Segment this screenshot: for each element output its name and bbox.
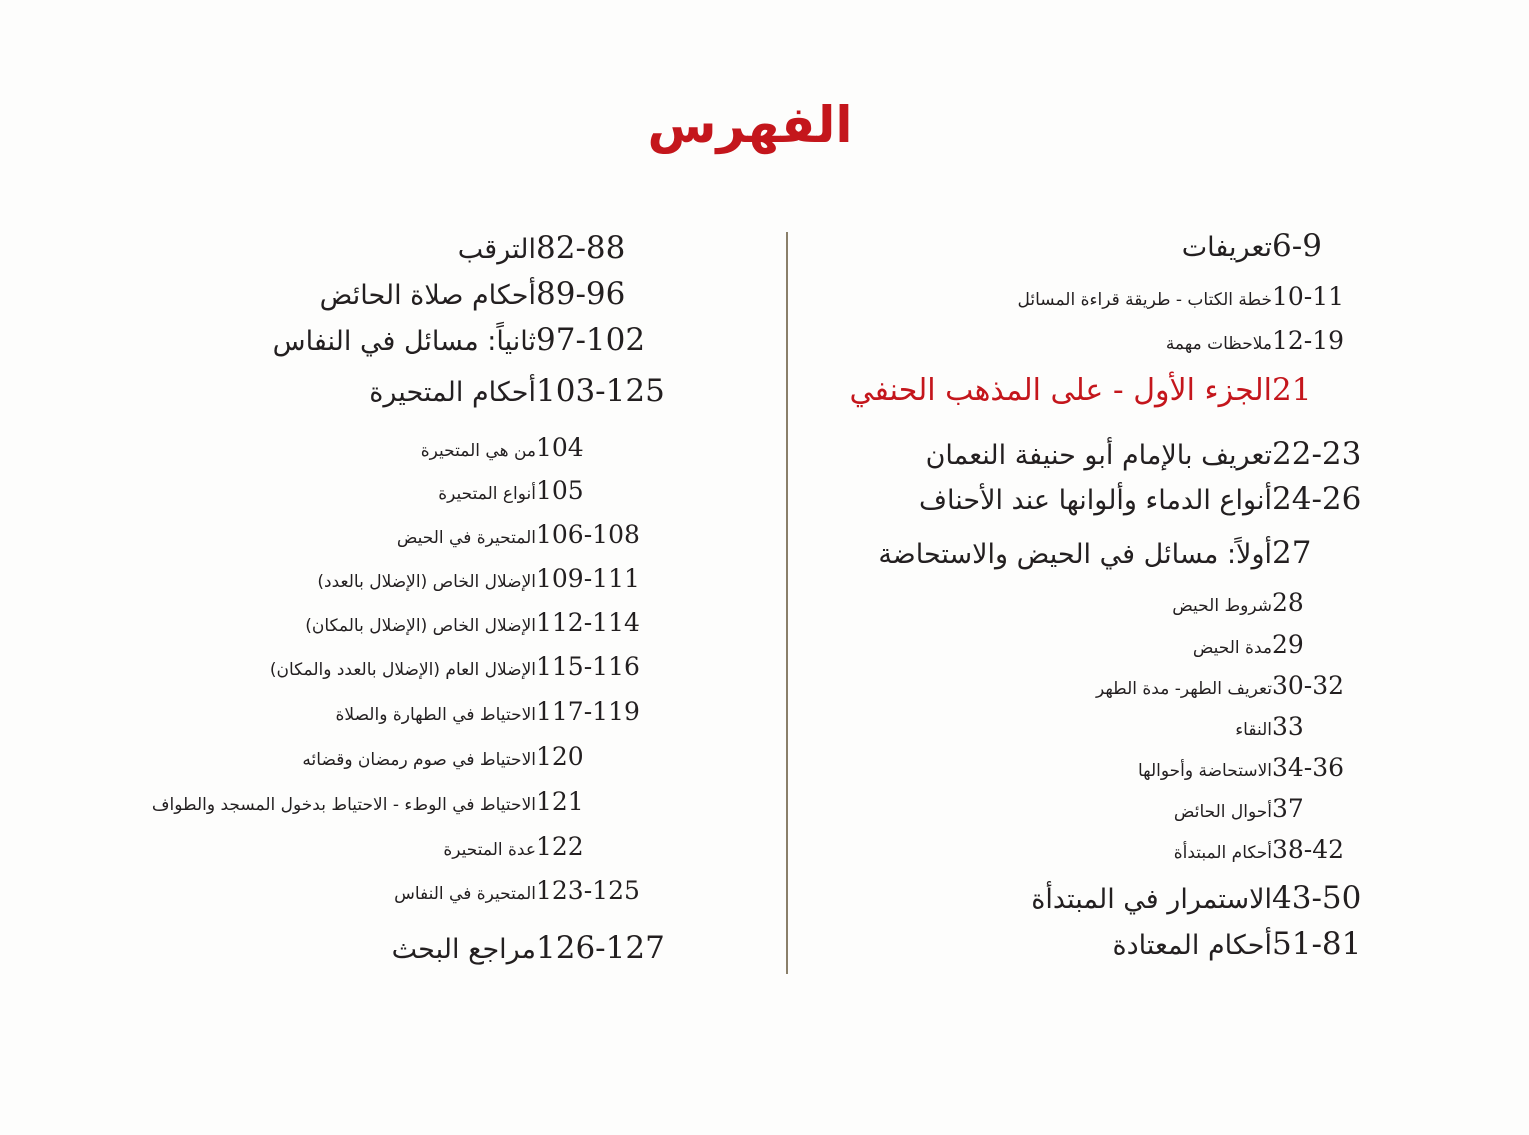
toc-entry <box>732 835 1382 864</box>
toc-entry <box>732 481 1382 517</box>
toc-entry-pages: 82-88 <box>536 230 626 266</box>
toc-entry-pages: 121 <box>536 787 584 816</box>
toc-entry-pages: 38-42 <box>1272 835 1345 864</box>
toc-entry <box>732 282 1382 311</box>
toc-entry <box>36 230 676 266</box>
toc-entry-title: أحكام المعتادة <box>1112 930 1272 961</box>
toc-entry-pages: 104 <box>536 433 584 462</box>
toc-entry <box>732 326 1382 355</box>
toc-entry-title: الجزء الأول - على المذهب الحنفي <box>849 373 1272 408</box>
toc-entry-title: شروط الحيض <box>1172 596 1272 616</box>
toc-entry <box>36 832 676 861</box>
toc-entry <box>36 652 676 681</box>
toc-entry-title: الاحتياط في الطهارة والصلاة <box>335 705 536 725</box>
toc-entry-pages: 24-26 <box>1272 481 1362 517</box>
toc-entry-pages: 122 <box>536 832 584 861</box>
toc-entry-pages: 51-81 <box>1272 926 1362 962</box>
toc-entry <box>732 228 1382 264</box>
toc-entry-pages: 27 <box>1272 535 1312 571</box>
toc-entry-pages: 106-108 <box>536 520 640 549</box>
toc-entry <box>36 742 676 771</box>
toc-entry-title: الإضلال الخاص (الإضلال بالعدد) <box>317 572 536 592</box>
toc-entry-pages: 33 <box>1272 712 1304 741</box>
toc-entry-title: من هي المتحيرة <box>420 441 536 461</box>
toc-entry-title: ملاحظات مهمة <box>1165 334 1272 354</box>
toc-entry-title: أولاً: مسائل في الحيض والاستحاضة <box>878 539 1272 570</box>
toc-entry-title: أحكام المبتدأة <box>1173 843 1272 863</box>
toc-entry-title: عدة المتحيرة <box>443 840 536 860</box>
toc-entry <box>36 608 676 637</box>
toc-entry-pages: 6-9 <box>1272 228 1322 264</box>
toc-entry <box>732 630 1382 659</box>
toc-entry-title: أحوال الحائض <box>1173 802 1272 822</box>
toc-entry-pages: 43-50 <box>1272 880 1362 916</box>
toc-entry <box>36 697 676 726</box>
toc-entry-title: أحكام المتحيرة <box>369 377 536 408</box>
toc-entry-title: النقاء <box>1235 720 1272 740</box>
page-title: الفهرس <box>647 96 853 154</box>
right-column <box>682 0 1382 1135</box>
toc-entry <box>732 535 1382 571</box>
toc-entry <box>36 787 676 816</box>
toc-entry-title: تعريف بالإمام أبو حنيفة النعمان <box>925 440 1272 471</box>
toc-entry-title: خطة الكتاب - طريقة قراءة المسائل <box>1017 290 1272 310</box>
toc-entry-title: الإضلال العام (الإضلال بالعدد والمكان) <box>269 660 536 680</box>
toc-entry-title: الاحتياط في صوم رمضان وقضائه <box>302 750 536 770</box>
toc-entry <box>732 794 1382 823</box>
toc-entry-pages: 10-11 <box>1272 282 1345 311</box>
toc-entry <box>732 880 1382 916</box>
toc-entry <box>732 926 1382 962</box>
toc-entry-pages: 12-19 <box>1272 326 1345 355</box>
toc-entry-title: مراجع البحث <box>391 934 536 965</box>
toc-entry <box>36 476 676 505</box>
toc-entry <box>732 436 1382 472</box>
toc-entry-pages: 28 <box>1272 588 1304 617</box>
toc-entry-pages: 37 <box>1272 794 1304 823</box>
toc-entry-title: الاستحاضة وأحوالها <box>1137 761 1272 781</box>
toc-entry-title: أنواع المتحيرة <box>438 484 536 504</box>
toc-entry-pages: 34-36 <box>1272 753 1345 782</box>
toc-entry-pages: 123-125 <box>536 876 640 905</box>
toc-entry-title: أنواع الدماء وألوانها عند الأحناف <box>919 485 1272 516</box>
toc-entry-pages: 109-111 <box>536 564 640 593</box>
toc-entry-pages: 112-114 <box>536 608 640 637</box>
toc-entry <box>732 671 1382 700</box>
left-column <box>0 0 676 1135</box>
toc-entry-pages: 115-116 <box>536 652 640 681</box>
toc-entry-pages: 103-125 <box>536 373 665 409</box>
toc-entry <box>36 876 676 905</box>
toc-entry-title: مدة الحيض <box>1192 638 1272 658</box>
toc-entry-pages: 30-32 <box>1272 671 1345 700</box>
toc-entry-pages: 126-127 <box>536 930 665 966</box>
toc-entry <box>36 373 676 409</box>
toc-entry-pages: 120 <box>536 742 584 771</box>
toc-entry <box>732 753 1382 782</box>
toc-entry <box>36 520 676 549</box>
toc-entry-title: الترقب <box>457 234 536 265</box>
toc-entry-title: المتحيرة في النفاس <box>394 884 536 904</box>
toc-entry <box>732 372 1382 408</box>
toc-entry-pages: 29 <box>1272 630 1304 659</box>
toc-entry <box>732 588 1382 617</box>
toc-entry <box>36 276 676 312</box>
toc-entry-pages: 117-119 <box>536 697 640 726</box>
toc-entry-title: أحكام صلاة الحائض <box>319 280 536 311</box>
toc-entry <box>732 712 1382 741</box>
toc-entry <box>36 322 676 358</box>
toc-entry-pages: 22-23 <box>1272 436 1362 472</box>
toc-entry <box>36 564 676 593</box>
toc-entry <box>36 930 676 966</box>
toc-entry-title: الاحتياط في الوطء - الاحتياط بدخول المسجد والطواف <box>151 795 536 815</box>
toc-entry-title: ثانياً: مسائل في النفاس <box>272 326 536 357</box>
toc-entry-title: تعريفات <box>1181 232 1272 263</box>
toc-entry-title: الإضلال الخاص (الإضلال بالمكان) <box>305 616 536 636</box>
toc-entry-title: تعريف الطهر- مدة الطهر <box>1095 679 1272 699</box>
toc-entry <box>36 433 676 462</box>
toc-entry-title: الاستمرار في المبتدأة <box>1031 884 1272 915</box>
toc-entry-title: المتحيرة في الحيض <box>396 528 536 548</box>
toc-entry-pages: 89-96 <box>536 276 626 312</box>
toc-entry-pages: 105 <box>536 476 584 505</box>
toc-entry-pages: 21 <box>1272 372 1312 408</box>
toc-entry-pages: 97-102 <box>536 322 646 358</box>
